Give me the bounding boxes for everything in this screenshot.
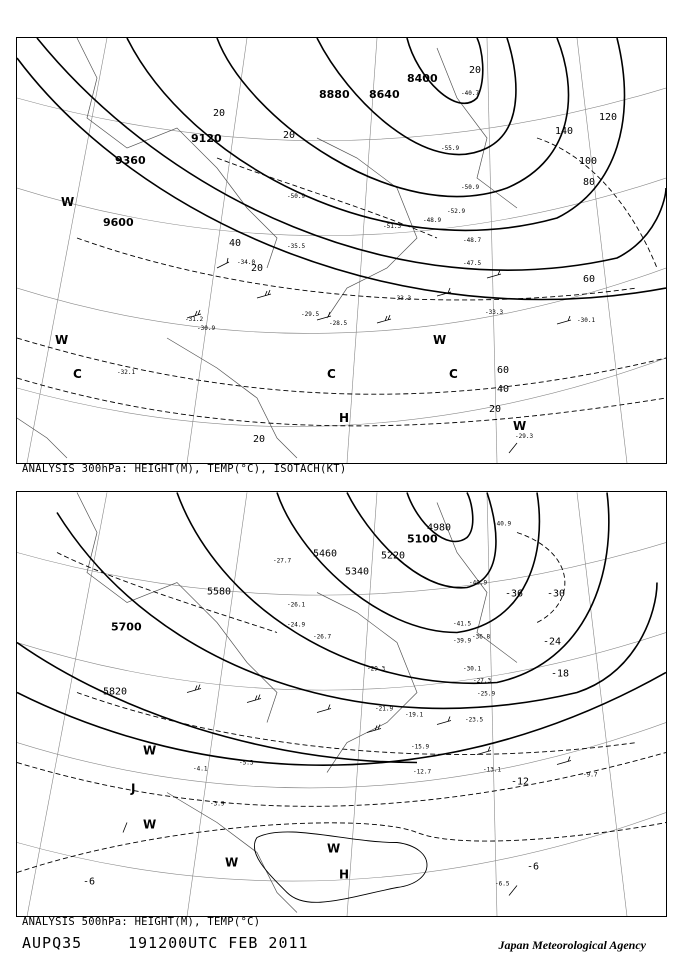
- chart-300hpa: [16, 37, 667, 464]
- station-temp: -30.1: [463, 665, 482, 673]
- coastlines: [17, 38, 517, 458]
- height-label: 5700: [111, 620, 142, 634]
- station-temp: -29.3: [367, 665, 386, 673]
- station-temp: -9.7: [583, 771, 598, 779]
- isotach-label: 20: [253, 434, 266, 445]
- warm-center: W: [513, 419, 527, 433]
- isotach-label: 20: [213, 108, 226, 119]
- isotach-label: 80: [583, 177, 596, 188]
- warm-center: W: [433, 333, 447, 347]
- height-label: 5460: [313, 548, 338, 560]
- station-temp: -21.9: [375, 705, 394, 713]
- height-label: 9600: [103, 216, 134, 229]
- chart-datetime: 191200UTC FEB 2011: [128, 934, 309, 952]
- isotach-label: 20: [469, 65, 482, 76]
- height-labels: [103, 523, 451, 698]
- station-temp: -33.3: [393, 295, 412, 302]
- station-temp: -25.9: [477, 690, 496, 698]
- station-temp: -50.9: [287, 193, 306, 200]
- isotach-label: 60: [497, 365, 510, 376]
- station-temp: -26.7: [313, 633, 332, 641]
- graticule: [17, 493, 666, 917]
- station-temp: -32.1: [117, 369, 136, 376]
- station-temp: -30.1: [577, 317, 596, 324]
- isotach-label: 20: [489, 404, 502, 415]
- wind-barbs: [123, 685, 571, 896]
- station-values: [193, 521, 598, 888]
- chart-500hpa: [16, 491, 667, 917]
- height-label: 8640: [369, 88, 400, 101]
- isotach-label: 20: [283, 130, 296, 141]
- station-temp: -27.3: [473, 677, 492, 685]
- jet-marker: J: [131, 781, 136, 796]
- high-center: H: [339, 867, 350, 882]
- cold-center: C: [327, 367, 336, 381]
- station-temp: -55.9: [441, 145, 460, 152]
- height-label: 5580: [207, 586, 232, 598]
- height-contours: [17, 38, 666, 299]
- station-temp: -36.8: [472, 633, 491, 641]
- isotach-label: 40: [497, 384, 510, 395]
- station-temp: -12.7: [413, 768, 432, 776]
- height-label: 9120: [191, 132, 222, 145]
- station-temp: -52.9: [447, 208, 466, 215]
- chart-300hpa-canvas: [17, 38, 666, 463]
- station-temp: -23.5: [465, 716, 484, 724]
- temp-label: -6: [83, 876, 96, 888]
- station-temp: -29.3: [515, 433, 534, 440]
- station-temp: -26.1: [287, 601, 306, 609]
- station-values: [117, 90, 598, 440]
- station-temp: -40.7: [461, 90, 480, 97]
- isotach-label: 120: [599, 112, 618, 123]
- chart-code: AUPQ35: [22, 934, 83, 952]
- cold-center: C: [73, 367, 82, 381]
- temp-label: -24: [543, 636, 562, 648]
- station-temp: -40.9: [493, 520, 512, 528]
- station-temp: -47.5: [463, 260, 482, 267]
- station-temp: -41.5: [453, 620, 472, 628]
- chart-500hpa-caption: ANALYSIS 500hPa: HEIGHT(M), TEMP(°C): [22, 916, 261, 928]
- isotach-label: 140: [555, 126, 574, 137]
- temp-label: -6: [527, 861, 540, 873]
- isotach-label: 100: [579, 156, 598, 167]
- temp-label: -30: [547, 588, 566, 600]
- cold-center: C: [449, 367, 458, 381]
- station-temp: -4.1: [193, 765, 208, 773]
- warm-center: W: [143, 817, 157, 832]
- station-temp: -40.9: [469, 579, 488, 587]
- warm-center: W: [327, 841, 341, 856]
- isotach-label: 40: [229, 238, 242, 249]
- height-label: 4980: [427, 522, 452, 534]
- coastlines: [77, 493, 517, 913]
- warm-center: W: [225, 855, 239, 870]
- height-label: 8400: [407, 72, 438, 85]
- station-temp: -3.9: [210, 800, 225, 808]
- height-labels: [103, 72, 438, 229]
- isotach-labels: [213, 65, 617, 445]
- height-label: 5100: [407, 532, 438, 546]
- station-temp: -35.5: [287, 243, 306, 250]
- station-temp: -27.7: [273, 557, 292, 565]
- station-temp: -39.9: [453, 637, 472, 645]
- station-temp: -28.5: [329, 320, 348, 327]
- isotach-label: 20: [251, 263, 264, 274]
- station-temp: -6.5: [495, 880, 510, 888]
- station-temp: -31.2: [185, 316, 204, 323]
- isotach-label: 60: [583, 274, 596, 285]
- temp-label: -36: [505, 588, 524, 600]
- height-label: 9360: [115, 154, 146, 167]
- isotachs: [17, 138, 666, 426]
- station-temp: -34.0: [237, 259, 256, 266]
- high-center: H: [339, 411, 350, 425]
- station-temp: -48.7: [463, 237, 482, 244]
- station-temp: -48.9: [423, 217, 442, 224]
- warm-center: W: [61, 195, 75, 209]
- temp-label: -12: [511, 776, 530, 788]
- station-temp: -24.9: [287, 621, 306, 629]
- chart-300hpa-caption: ANALYSIS 300hPa: HEIGHT(M), TEMP(°C), ISOTACH(KT): [22, 463, 347, 475]
- station-temp: -19.1: [405, 711, 424, 719]
- station-temp: -5.3: [239, 759, 254, 767]
- station-temp: -29.5: [301, 311, 320, 318]
- height-label: 5820: [103, 686, 128, 698]
- agency-name: Japan Meteorological Agency: [498, 938, 646, 952]
- warm-center: W: [143, 743, 157, 758]
- station-temp: -30.9: [197, 325, 216, 332]
- station-temp: -33.3: [485, 309, 504, 316]
- station-temp: -50.9: [461, 184, 480, 191]
- station-temp: -13.1: [483, 766, 502, 774]
- station-temp: -51.3: [383, 223, 402, 230]
- warm-center: W: [55, 333, 69, 347]
- chart-500hpa-canvas: [17, 492, 666, 917]
- height-label: 5220: [381, 550, 406, 562]
- height-label: 8880: [319, 88, 350, 101]
- station-temp: -15.9: [411, 743, 430, 751]
- temp-label: -18: [551, 668, 570, 680]
- height-label: 5340: [345, 566, 370, 578]
